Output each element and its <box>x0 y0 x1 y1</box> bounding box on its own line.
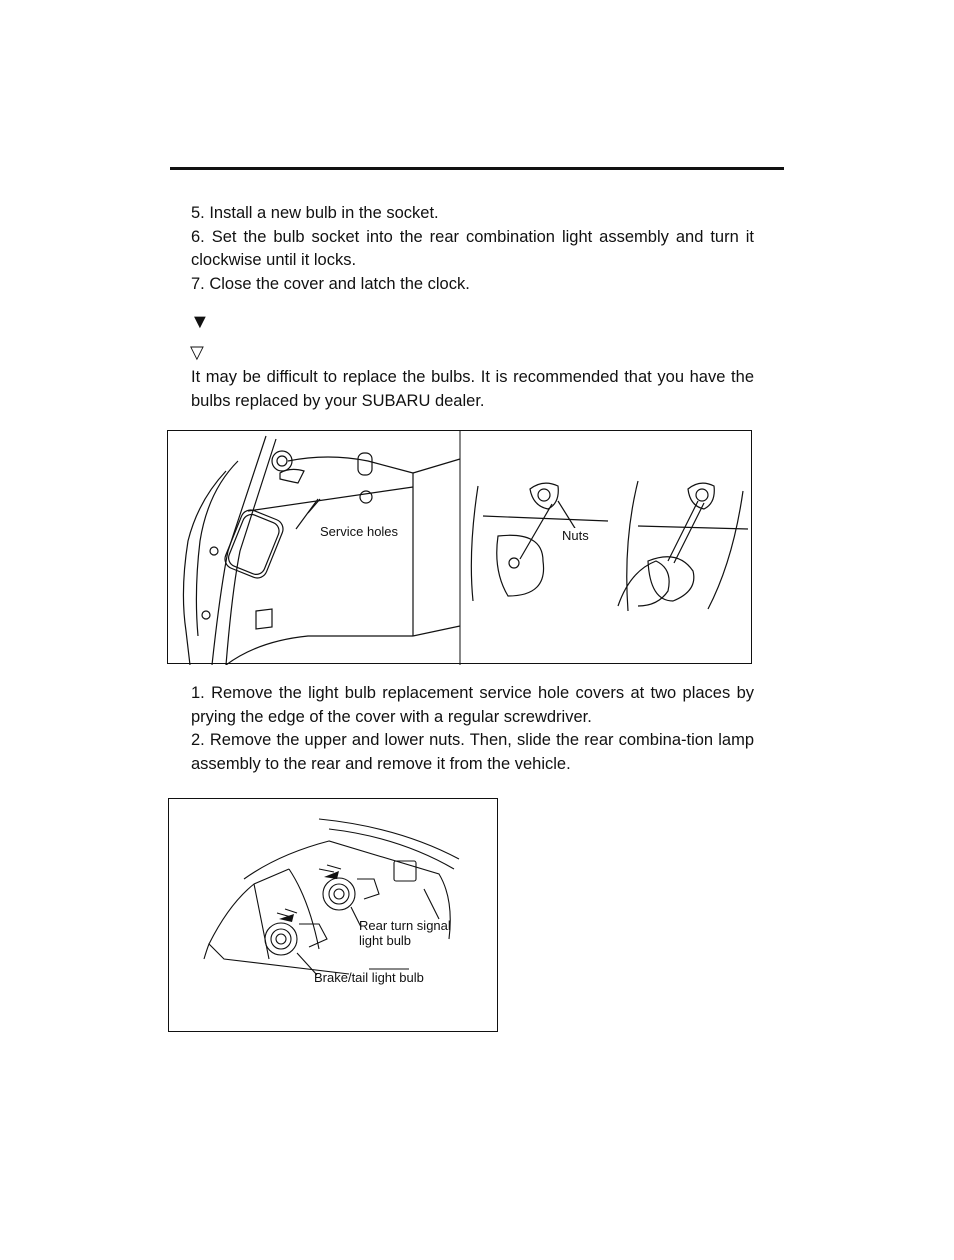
rear-lamp-illustration <box>169 799 499 1033</box>
step-7: 7. Close the cover and latch the clock. <box>191 274 470 293</box>
step-5: 5. Install a new bulb in the socket. <box>191 204 439 222</box>
caution-outline-triangle-icon: ▽ <box>190 342 204 362</box>
step-1: 1. Remove the light bulb replacement service hole covers at two places by prying the edge of the cover with a regular screwdriver. <box>191 684 754 726</box>
figure-rear-lamp-bulbs <box>168 798 498 1032</box>
label-service-holes: Service holes <box>320 524 399 539</box>
label-brake-tail-bulb: Brake/tail light bulb <box>314 970 424 985</box>
warning-filled-triangle-icon: ▼ <box>190 311 210 333</box>
figure-service-holes <box>167 430 752 664</box>
label-rear-turn-signal-bulb: Rear turn signal light bulb <box>359 918 451 948</box>
step-6: 6. Set the bulb socket into the rear combination light assembly and turn it clockwise until it locks. <box>191 227 754 269</box>
note-block <box>191 366 754 413</box>
note-text: It may be difficult to replace the bulbs. It is recommended that you have the bulbs replaced by your SUBARU dealer. <box>191 368 754 410</box>
steps-top <box>191 202 754 296</box>
label-nuts: Nuts <box>562 528 589 543</box>
luggage-compartment-illustration <box>168 431 753 665</box>
steps-bottom <box>191 682 754 776</box>
header-rule <box>170 167 784 170</box>
step-2: 2. Remove the upper and lower nuts. Then, slide the rear combina-tion lamp assembly to the rear and remove it from the vehicle. <box>191 731 754 773</box>
